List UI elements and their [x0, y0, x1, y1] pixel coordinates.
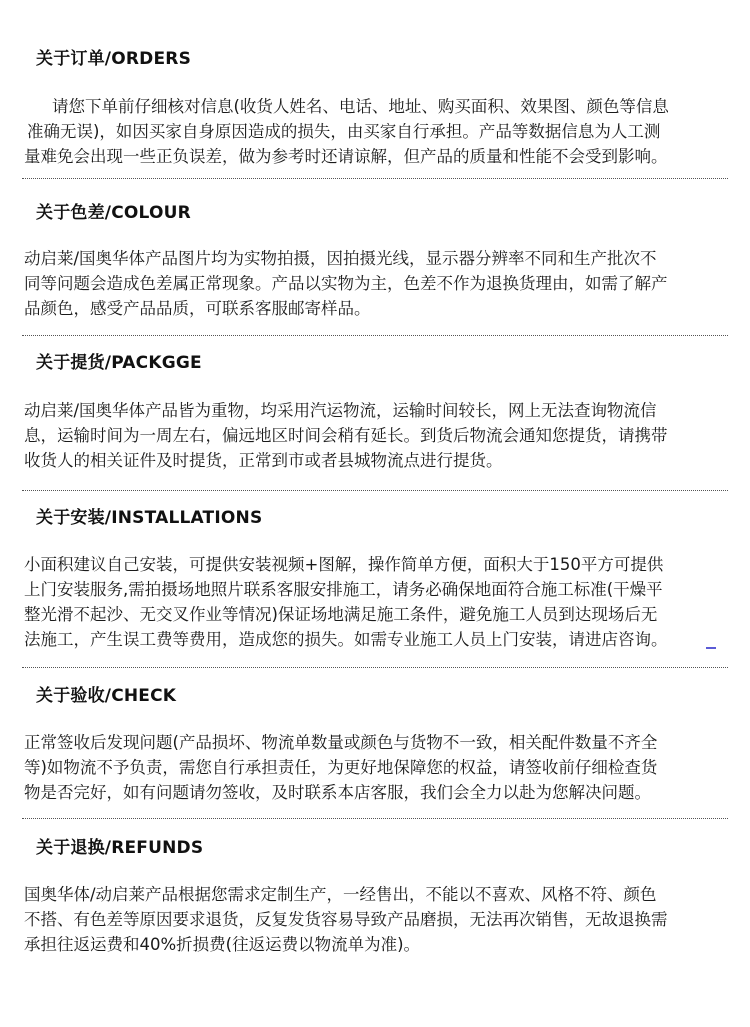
section-heading: 关于色差/COLOUR: [36, 203, 191, 223]
dotted-divider: [22, 335, 728, 336]
section-text-line: 国奥华体/动启莱产品根据您需求定制生产，一经售出，不能以不喜欢、风格不符、颜色: [24, 885, 657, 904]
section-text-line: 正常签收后发现问题(产品损坏、物流单数量或颜色与货物不一致，相关配件数量不齐全: [24, 733, 658, 752]
section-text-line: 动启莱/国奥华体产品图片均为实物拍摄，因拍摄光线，显示器分辨率不同和生产批次不: [24, 249, 657, 268]
section-text-line: 不搭、有色差等原因要求退货，反复发货容易导致产品磨损，无法再次销售，无故退换需: [24, 910, 668, 929]
section-text-line: 准确无误)，如因买家自身原因造成的损失，由买家自行承担。产品等数据信息为人工测: [27, 122, 661, 141]
section-heading: 关于安装/INSTALLATIONS: [36, 508, 263, 528]
section-text-line: 品颜色，感受产品品质，可联系客服邮寄样品。: [24, 299, 371, 318]
section-text-line: 息，运输时间为一周左右，偏远地区时间会稍有延长。到货后物流会通知您提货，请携带: [24, 426, 668, 445]
dotted-divider: [22, 667, 728, 668]
section-text-line: 量难免会出现一些正负误差，做为参考时还请谅解，但产品的质量和性能不会受到影响。: [24, 147, 668, 166]
section-text-line: 收货人的相关证件及时提货，正常到市或者县城物流点进行提货。: [24, 451, 503, 470]
section-heading: 关于验收/CHECK: [36, 686, 177, 706]
section-text-line: 等)如物流不予负责，需您自行承担责任，为更好地保障您的权益，请签收前仔细检查货: [24, 758, 658, 777]
section-text-line: 同等问题会造成色差属正常现象。产品以实物为主，色差不作为退换货理由，如需了解产: [24, 274, 668, 293]
section-text-line: 上门安装服务,需拍摄场地照片联系客服安排施工，请务必确保地面符合施工标准(干燥平: [24, 580, 663, 599]
dotted-divider: [22, 178, 728, 179]
section-heading: 关于订单/ORDERS: [36, 49, 192, 69]
dotted-divider: [22, 818, 728, 819]
section-text-line: 整光滑不起沙、无交叉作业等情况)保证场地满足施工条件，避免施工人员到达现场后无: [24, 605, 658, 624]
section-text-line: 物是否完好，如有问题请勿签收，及时联系本店客服，我们会全力以赴为您解决问题。: [24, 783, 651, 802]
section-text-line: 动启莱/国奥华体产品皆为重物，均采用汽运物流，运输时间较长，网上无法查询物流信: [24, 401, 657, 420]
section-heading: 关于退换/REFUNDS: [36, 838, 204, 858]
section-heading: 关于提货/PACKGGE: [36, 353, 202, 373]
section-text-line: 承担往返运费和40%折损费(往返运费以物流单为准)。: [24, 935, 421, 954]
section-text-line: 小面积建议自己安装，可提供安装视频+图解，操作简单方便，面积大于150平方可提供: [24, 555, 664, 574]
section-text-line: 法施工，产生误工费等费用，造成您的损失。如需专业施工人员上门安装，请进店咨询。: [24, 630, 668, 649]
dotted-divider: [22, 490, 728, 491]
section-text-line: 请您下单前仔细核对信息(收货人姓名、电话、地址、购买面积、效果图、颜色等信息: [52, 97, 669, 116]
text-cursor-mark: [706, 647, 716, 649]
